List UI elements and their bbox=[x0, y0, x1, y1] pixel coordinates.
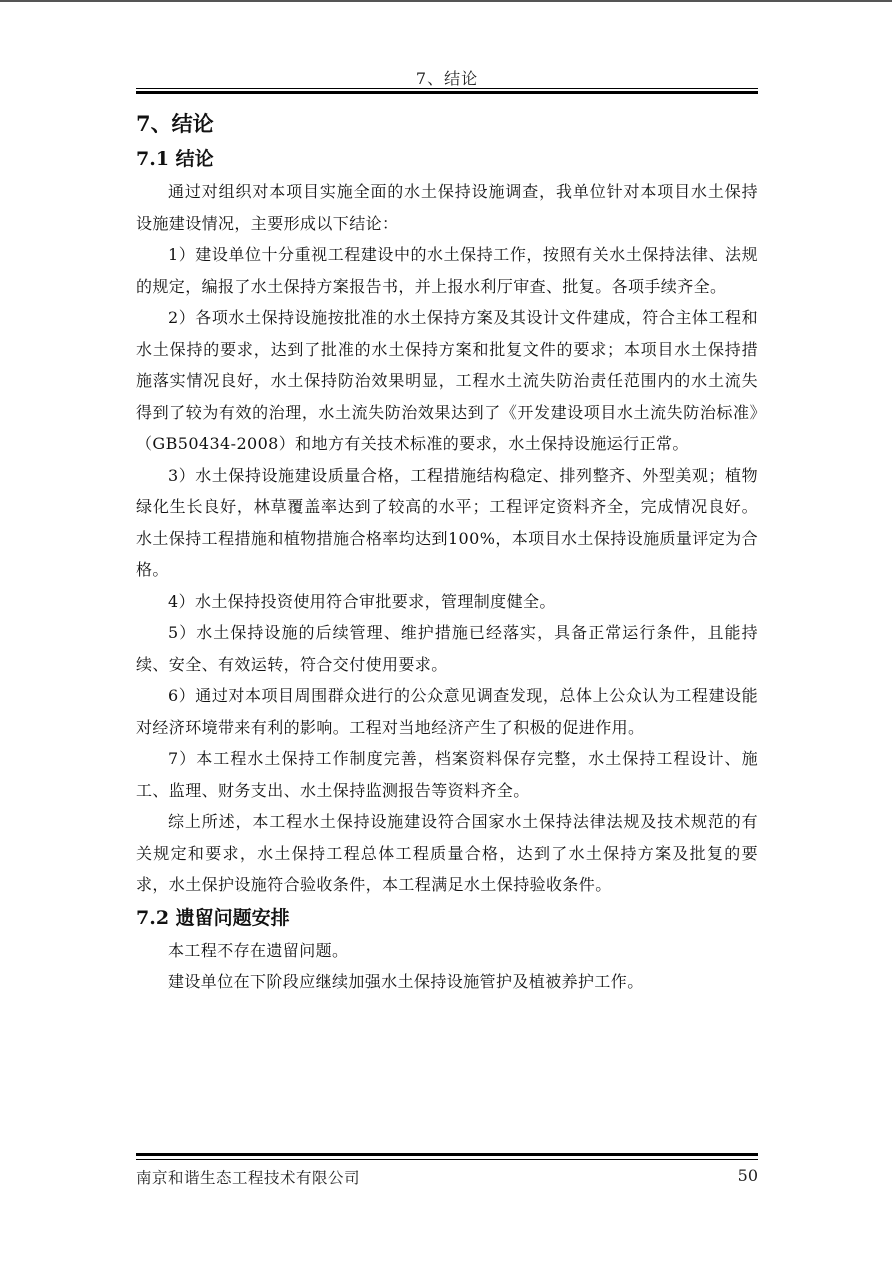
paragraph: 5）水土保持设施的后续管理、维护措施已经落实，具备正常运行条件，且能持续、安全、有效运转，符合交付使用要求。 bbox=[136, 623, 758, 674]
paragraph: 4）水土保持投资使用符合审批要求，管理制度健全。 bbox=[168, 591, 556, 611]
paragraph: 3）水土保持设施建设质量合格，工程措施结构稳定、排列整齐、外型美观；植物绿化生长良好，林草覆盖率达到了较高的水平；工程评定资料齐全，完成情况良好。水土保持工程措施和植物措施合格率均达到100%，本项目水土保持设施质量评定为合格。 bbox=[136, 465, 758, 579]
chapter-title: 7、结论 bbox=[136, 111, 214, 136]
paragraph: 1）建设单位十分重视工程建设中的水土保持工作，按照有关水土保持法律、法规的规定，编报了水土保持方案报告书，并上报水利厅审查、批复。各项手续齐全。 bbox=[136, 245, 758, 296]
paragraph: 建设单位在下阶段应继续加强水土保持设施管护及植被养护工作。 bbox=[168, 972, 644, 991]
paragraph: 2）各项水土保持设施按批准的水土保持方案及其设计文件建成，符合主体工程和水土保持的要求，达到了批准的水土保持方案和批复文件的要求；本项目水土保持措施落实情况良好，水土保持防治效果明显，工程水土流失防治责任范围内的水土流失得到了较为有效的治理，水土流失防治效果达到了《开发建设项目水土流失防治标准》（GB50434-2008）和地方有关技术标准的要求，水土保持设施运行正常。 bbox=[136, 308, 758, 453]
page-body bbox=[136, 106, 758, 998]
paragraph: 通过对组织对本项目实施全面的水土保持设施调查，我单位针对本项目水土保持设施建设情况，主要形成以下结论： bbox=[136, 182, 758, 233]
footer-rule-thin bbox=[136, 1159, 758, 1160]
paragraph: 本工程不存在遗留问题。 bbox=[168, 940, 349, 960]
running-header: 7、结论 bbox=[415, 69, 479, 88]
paragraph: 6）通过对本项目周围群众进行的公众意见调查发现，总体上公众认为工程建设能对经济环境带来有利的影响。工程对当地经济产生了积极的促进作用。 bbox=[136, 686, 758, 737]
page-top-edge bbox=[0, 0, 892, 2]
section-heading-conclusion: 7.1 结论 bbox=[136, 148, 214, 170]
header-rule-thick bbox=[136, 91, 758, 94]
paragraph: 综上所述，本工程水土保持设施建设符合国家水土保持法律法规及技术规范的有关规定和要求，水土保持工程总体工程质量合格，达到了水土保持方案及批复的要求，水土保护设施符合验收条件，本工程满足水土保持验收条件。 bbox=[136, 812, 758, 894]
header-rule-thin bbox=[136, 88, 758, 89]
page-number: 50 bbox=[737, 1166, 758, 1185]
footer-company: 南京和谐生态工程技术有限公司 bbox=[136, 1169, 361, 1187]
paragraph: 7）本工程水土保持工作制度完善，档案资料保存完整，水土保持工程设计、施工、监理、财务支出、水土保持监测报告等资料齐全。 bbox=[136, 749, 758, 800]
footer-rule-thick bbox=[136, 1153, 758, 1156]
section-heading-remaining-issues: 7.2 遗留问题安排 bbox=[136, 906, 290, 929]
